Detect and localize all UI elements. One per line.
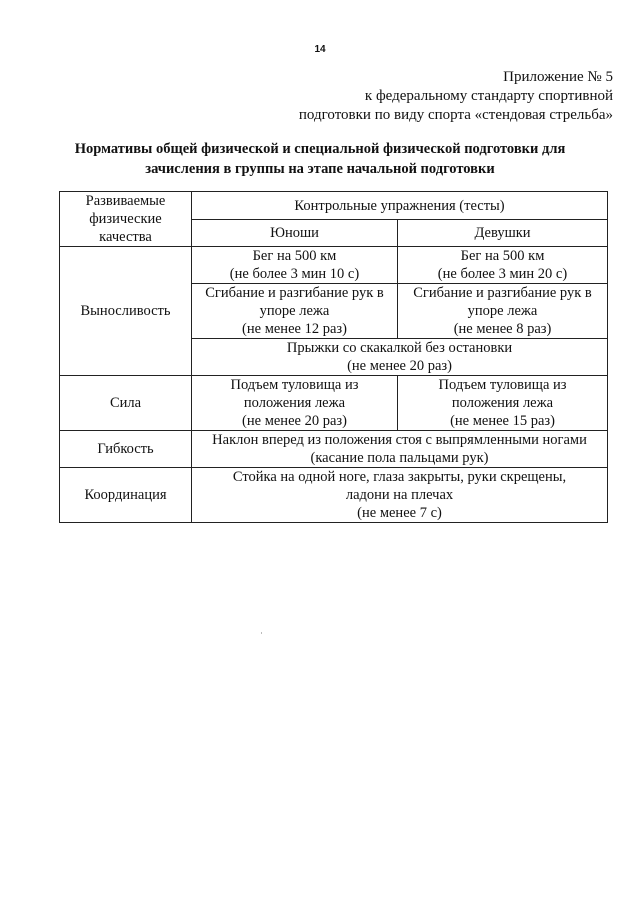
flexibility-test-cell bbox=[192, 431, 608, 468]
cell-line: упоре лежа bbox=[467, 303, 538, 319]
appendix-header bbox=[299, 68, 613, 125]
strength-boys-cell bbox=[192, 376, 398, 431]
endurance-pushup-girls-cell bbox=[398, 284, 608, 339]
header-girls-cell: Девушки bbox=[398, 220, 608, 247]
cell-line: (не менее 7 с) bbox=[357, 505, 442, 521]
cell-line: Стойка на одной ноге, глаза закрыты, руки скрещены, bbox=[232, 469, 567, 485]
cell-line: Прыжки со скакалкой без остановки bbox=[286, 340, 513, 356]
document-title bbox=[40, 139, 600, 179]
document-title-line-1: Нормативы общей физической и специальной физической подготовки для bbox=[74, 141, 566, 157]
cell-line: (не менее 20 раз) bbox=[347, 358, 452, 374]
endurance-run-boys-cell bbox=[192, 247, 398, 284]
cell-line: Подъем туловища из bbox=[230, 377, 359, 393]
appendix-line-3: подготовки по виду спорта «стендовая стрельба» bbox=[298, 107, 613, 123]
cell-line: (не менее 15 раз) bbox=[450, 413, 555, 429]
cell-line: (не менее 12 раз) bbox=[242, 321, 347, 337]
document-title-line-2: зачисления в группы на этапе начальной подготовки bbox=[145, 161, 495, 177]
cell-line: Бег на 500 км bbox=[460, 248, 545, 264]
header-quality-line: физические bbox=[89, 211, 162, 227]
endurance-pushup-boys-cell bbox=[192, 284, 398, 339]
endurance-label-cell: Выносливость bbox=[60, 247, 192, 376]
cell-line: Бег на 500 км bbox=[252, 248, 337, 264]
norms-table bbox=[59, 191, 608, 523]
cell-line: Наклон вперед из положения стоя с выпрямленными ногами bbox=[212, 432, 587, 448]
table-row bbox=[60, 247, 608, 284]
cell-line: Сгибание и разгибание рук в bbox=[205, 285, 384, 301]
endurance-run-girls-cell bbox=[398, 247, 608, 284]
cell-line: положения лежа bbox=[451, 395, 554, 411]
cell-line: (не более 3 мин 20 с) bbox=[437, 266, 568, 282]
endurance-rope-cell bbox=[192, 339, 608, 376]
strength-label-cell: Сила bbox=[60, 376, 192, 431]
table-row bbox=[60, 431, 608, 468]
header-quality-cell bbox=[60, 192, 192, 247]
header-boys-cell: Юноши bbox=[192, 220, 398, 247]
cell-line: (касание пола пальцами рук) bbox=[310, 450, 489, 466]
strength-girls-cell bbox=[398, 376, 608, 431]
cell-line: (не менее 8 раз) bbox=[453, 321, 552, 337]
appendix-line-2: к федеральному стандарту спортивной bbox=[364, 88, 613, 104]
cell-line: (не менее 20 раз) bbox=[242, 413, 347, 429]
header-quality-line: качества bbox=[99, 229, 152, 245]
page-number: 14 bbox=[314, 44, 326, 55]
cell-line: Сгибание и разгибание рук в bbox=[413, 285, 592, 301]
cell-line: (не более 3 мин 10 с) bbox=[229, 266, 360, 282]
coordination-label-cell: Координация bbox=[60, 468, 192, 523]
table-row bbox=[60, 468, 608, 523]
flexibility-label-cell: Гибкость bbox=[60, 431, 192, 468]
cell-line: Подъем туловища из bbox=[438, 377, 567, 393]
scan-artifact bbox=[261, 632, 262, 634]
cell-line: ладони на плечах bbox=[345, 487, 454, 503]
header-quality-line: Развиваемые bbox=[85, 193, 166, 209]
table-row bbox=[60, 376, 608, 431]
coordination-test-cell bbox=[192, 468, 608, 523]
cell-line: положения лежа bbox=[243, 395, 346, 411]
header-tests-cell: Контрольные упражнения (тесты) bbox=[192, 192, 608, 220]
appendix-line-1: Приложение № 5 bbox=[503, 69, 613, 85]
table-header-row bbox=[60, 192, 608, 220]
cell-line: упоре лежа bbox=[259, 303, 330, 319]
